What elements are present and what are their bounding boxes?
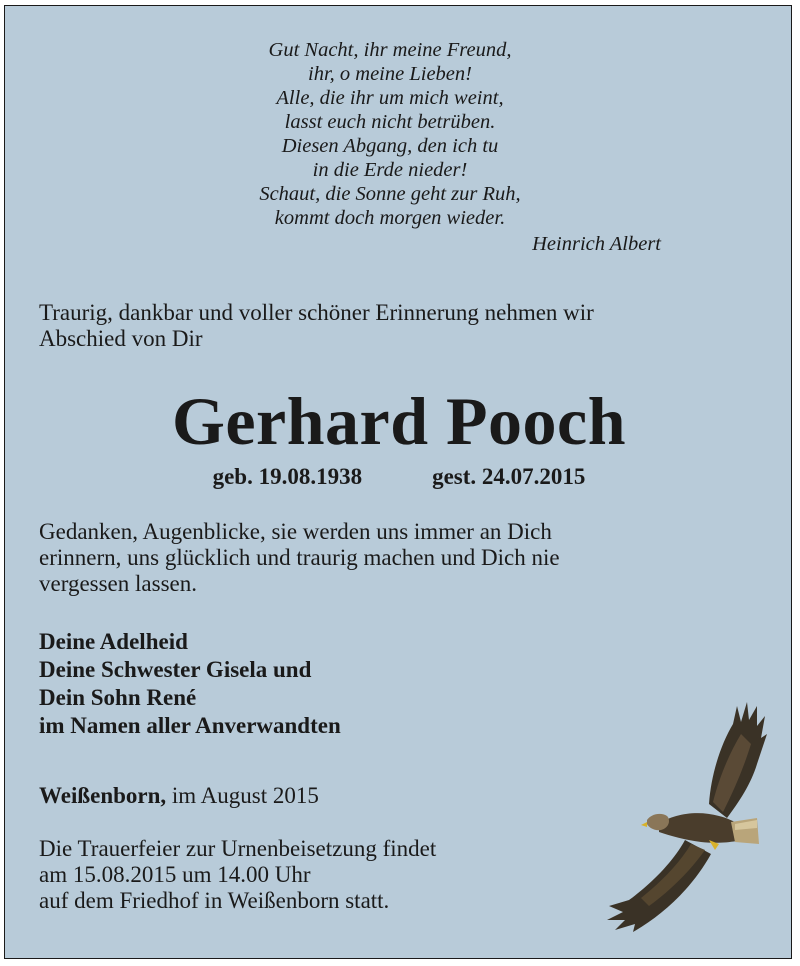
life-dates xyxy=(5,463,792,491)
poem-line: kommt doch morgen wieder. xyxy=(274,207,506,229)
poem-line: lasst euch nicht betrüben. xyxy=(284,111,496,133)
poem xyxy=(205,38,575,230)
birth-date: geb. 19.08.1938 xyxy=(212,464,363,489)
ceremony-line: Die Trauerfeier zur Urnenbeisetzung findet xyxy=(39,836,437,861)
intro-text xyxy=(39,300,759,352)
signer: Deine Adelheid xyxy=(39,629,188,654)
obituary-card xyxy=(4,5,792,959)
poem-author: Heinrich Albert xyxy=(532,233,661,255)
ceremony-line: am 15.08.2015 um 14.00 Uhr xyxy=(39,862,311,887)
place-town: Weißenborn, xyxy=(39,783,167,808)
signer: im Namen aller Anverwandten xyxy=(39,713,341,738)
ceremony-info xyxy=(39,836,599,914)
thoughts-line: vergessen lassen. xyxy=(39,571,197,596)
poem-line: Diesen Abgang, den ich tu xyxy=(281,135,499,157)
poem-line: ihr, o meine Lieben! xyxy=(308,63,472,85)
thoughts-line: Gedanken, Augenblicke, sie werden uns immer an Dich xyxy=(39,519,552,544)
thoughts-text xyxy=(39,519,759,597)
thoughts-line: erinnern, uns glücklich und traurig machen und Dich nie xyxy=(39,545,560,570)
ceremony-line: auf dem Friedhof in Weißenborn statt. xyxy=(39,888,390,913)
intro-line: Traurig, dankbar und voller schöner Erinnerung nehmen wir xyxy=(39,300,594,325)
place-date xyxy=(39,782,639,810)
eagle-icon xyxy=(601,694,771,934)
poem-line: in die Erde nieder! xyxy=(312,159,468,181)
deceased-name: Gerhard Pooch xyxy=(171,383,627,459)
death-date: gest. 24.07.2015 xyxy=(432,464,586,489)
place-month: im August 2015 xyxy=(166,783,319,808)
poem-line: Schaut, die Sonne geht zur Ruh, xyxy=(259,183,521,205)
signers-list xyxy=(39,628,639,740)
intro-line: Abschied von Dir xyxy=(39,326,203,351)
signer: Dein Sohn René xyxy=(39,685,197,710)
signer: Deine Schwester Gisela und xyxy=(39,657,312,682)
poem-line: Gut Nacht, ihr meine Freund, xyxy=(268,39,512,61)
poem-line: Alle, die ihr um mich weint, xyxy=(276,87,504,109)
